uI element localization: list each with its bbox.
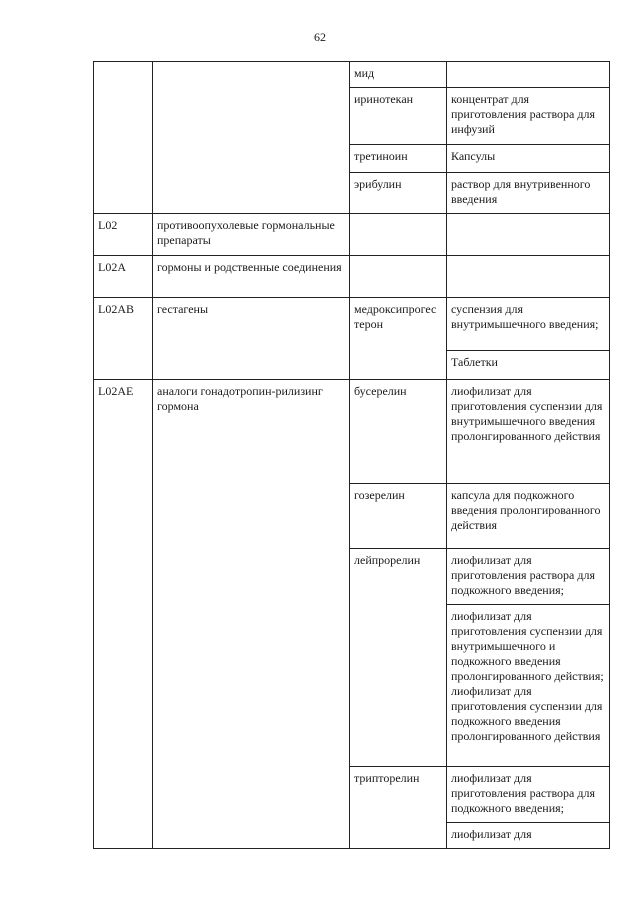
table-row — [94, 380, 610, 484]
dosage-form-cell: капсула для подкожного введения пролонгированного действия — [447, 484, 610, 549]
dosage-form-cell: концентрат для приготовления раствора для инфузий — [447, 88, 610, 145]
drug-name-cell — [350, 214, 447, 256]
dosage-form-cell — [447, 214, 610, 256]
table-row — [94, 214, 610, 256]
code-cell — [94, 62, 153, 214]
table-row — [94, 62, 610, 88]
dosage-form-cell — [447, 256, 610, 298]
table-row — [94, 298, 610, 351]
drug-name-cell: иринотекан — [350, 88, 447, 145]
drug-name-cell — [350, 256, 447, 298]
code-cell: L02 — [94, 214, 153, 256]
drug-name-cell: лейпрорелин — [350, 549, 447, 767]
drug-name-cell: третиноин — [350, 145, 447, 173]
group-cell — [153, 62, 350, 214]
dosage-form-cell: лиофилизат для — [447, 823, 610, 849]
code-cell: L02AE — [94, 380, 153, 849]
drug-name-cell: бусерелин — [350, 380, 447, 484]
drug-name-cell: гозерелин — [350, 484, 447, 549]
code-cell: L02A — [94, 256, 153, 298]
dosage-form-cell: лиофилизат для приготовления раствора для подкожного введения; — [447, 767, 610, 823]
dosage-form-cell: суспензия для внутримышечного введения; — [447, 298, 610, 351]
dosage-form-cell: лиофилизат для приготовления раствора для подкожного введения; — [447, 549, 610, 605]
group-cell: гормоны и родственные соединения — [153, 256, 350, 298]
drug-name-cell: эрибулин — [350, 173, 447, 214]
group-cell: аналоги гонадотропин-рилизинг гормона — [153, 380, 350, 849]
group-cell: противоопухолевые гормональные препараты — [153, 214, 350, 256]
dosage-form-cell: лиофилизат для приготовления суспензии для внутримышечного и подкожного введения пролонгированного действия; лиофилизат для приготовления суспензии для подкожного введения пролонгированного действия — [447, 605, 610, 767]
drug-name-cell: мид — [350, 62, 447, 88]
dosage-form-cell: Капсулы — [447, 145, 610, 173]
drug-name-cell: медроксипрогес терон — [350, 298, 447, 380]
dosage-form-cell — [447, 62, 610, 88]
dosage-form-cell: раствор для внутривенного введения — [447, 173, 610, 214]
page-number: 62 — [314, 30, 326, 44]
table-row — [94, 256, 610, 298]
dosage-form-cell: лиофилизат для приготовления суспензии для внутримышечного введения пролонгированного действия — [447, 380, 610, 484]
group-cell: гестагены — [153, 298, 350, 380]
drug-name-cell: трипторелин — [350, 767, 447, 849]
drug-table — [93, 61, 610, 849]
dosage-form-cell: Таблетки — [447, 351, 610, 380]
code-cell: L02AB — [94, 298, 153, 380]
